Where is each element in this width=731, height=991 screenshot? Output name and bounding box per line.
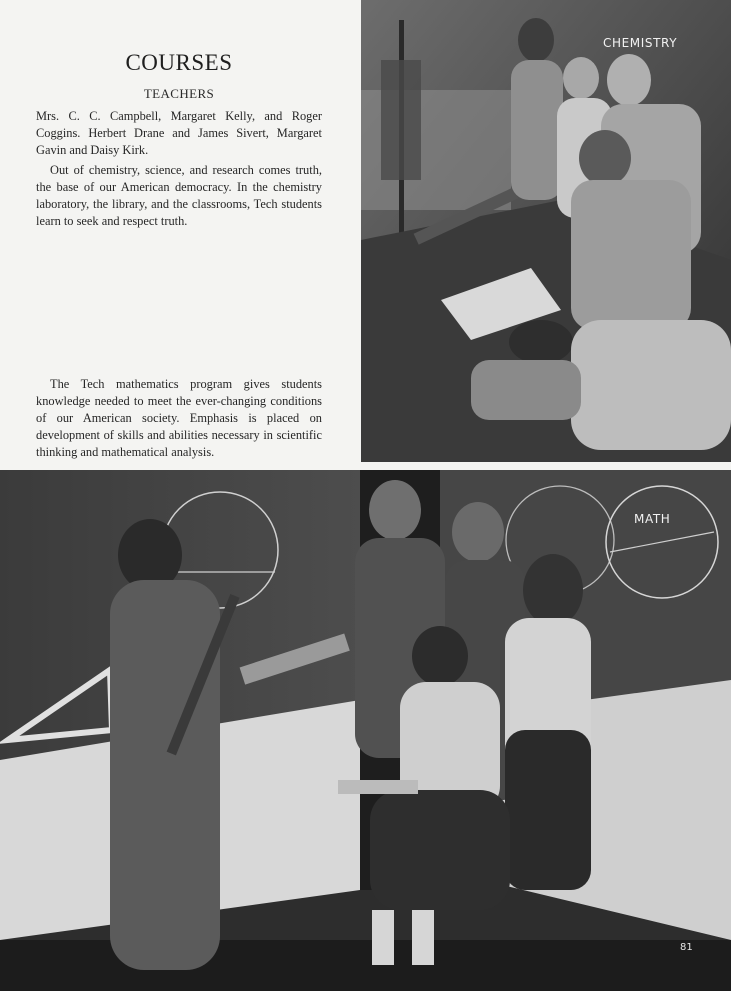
math-paragraph: The Tech mathematics program gives students knowledge needed to meet the ever-changing conditions of our American society. Emphasis is placed on development of skills and abilities necessary in scientific thinking and mathematical analysis.	[36, 377, 322, 459]
teachers-heading: TEACHERS	[143, 86, 215, 101]
page-number: 81	[680, 942, 693, 953]
chemistry-photo	[361, 0, 731, 462]
math-photo	[0, 470, 731, 991]
math-label: MATH	[634, 512, 671, 526]
teachers-paragraph: Mrs. C. C. Campbell, Margaret Kelly, and Roger Coggins. Herbert Drane and James Sivert, Margaret Gavin and Daisy Kirk.	[36, 109, 322, 157]
chemistry-label: CHEMISTRY	[603, 36, 678, 50]
science-paragraph: Out of chemistry, science, and research comes truth, the base of our American democracy. In the chemistry laboratory, the library, and the classrooms, Tech students learn to seek and respect truth.	[36, 163, 322, 228]
page-title: COURSES	[125, 50, 233, 75]
